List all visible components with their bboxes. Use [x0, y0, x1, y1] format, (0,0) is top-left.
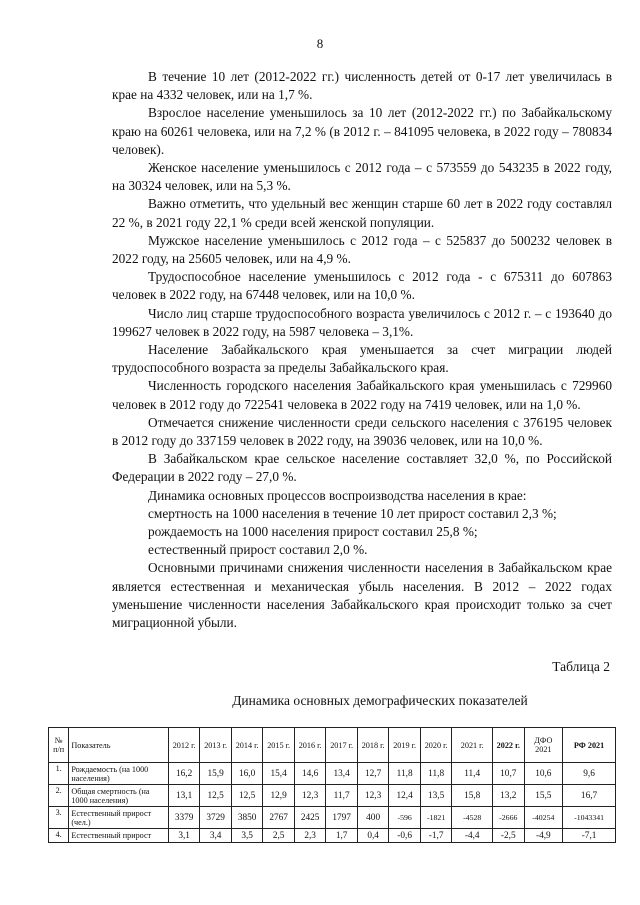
value-cell: 3729: [200, 807, 232, 829]
value-cell: 13,1: [168, 785, 200, 807]
table-title: Динамика основных демографических показателей: [232, 693, 528, 708]
table-label: Таблица 2: [552, 659, 610, 674]
value-cell: -2,5: [493, 829, 525, 843]
header-cell: 2014 г.: [231, 728, 263, 763]
value-cell: 2425: [294, 807, 326, 829]
value-cell: 12,5: [200, 785, 232, 807]
value-cell: 1797: [326, 807, 358, 829]
value-cell: -40254: [524, 807, 563, 829]
value-cell: 16,0: [231, 763, 263, 785]
value-cell: -1043341: [563, 807, 616, 829]
value-cell: 10,6: [524, 763, 563, 785]
body-text: [112, 68, 612, 632]
value-cell: 14,6: [294, 763, 326, 785]
paragraph: естественный прирост составил 2,0 %.: [148, 542, 368, 558]
table-row: [49, 829, 616, 843]
header-cell: 2017 г.: [326, 728, 358, 763]
paragraph: Женское население уменьшилось с 2012 года – с 573559 до 543235 в 2022 году, на 30324 человек, или на 5,3 %.: [112, 160, 612, 194]
value-cell: 12,7: [357, 763, 389, 785]
paragraph: В Забайкальском крае сельское население составляет 32,0 %, по Российской Федерации в 2022 году – 27,0 %.: [112, 451, 612, 485]
value-cell: 12,4: [389, 785, 421, 807]
paragraph: Динамика основных процессов воспроизводства населения в крае:: [148, 487, 527, 503]
value-cell: 11,4: [452, 763, 493, 785]
value-cell: -2666: [493, 807, 525, 829]
header-cell: Показатель: [69, 728, 169, 763]
value-cell: 11,8: [420, 763, 452, 785]
value-cell: 11,7: [326, 785, 358, 807]
header-cell: 2018 г.: [357, 728, 389, 763]
value-cell: -1821: [420, 807, 452, 829]
indicator-name: Естественный прирост: [69, 829, 169, 843]
paragraph: Отмечается снижение численности среди сельского населения с 376195 человек в 2012 году до 337159 человек в 2022 году, на 39036 человек, или на 10,0 %.: [112, 414, 612, 449]
paragraph: Взрослое население уменьшилось за 10 лет (2012-2022 гг.) по Забайкальскому краю на 60261 человека, или на 7,2 % (в 2012 г. – 841095 человека, в 2022 году – 780834 человек).: [112, 105, 612, 157]
header-cell: 2013 г.: [200, 728, 232, 763]
value-cell: 13,4: [326, 763, 358, 785]
value-cell: 3,1: [168, 829, 200, 843]
demographics-table: [48, 727, 616, 843]
value-cell: 16,2: [168, 763, 200, 785]
paragraph: Мужское население уменьшилось с 2012 года – с 525837 до 500232 человек в 2022 году, на 25605 человек, или на 4,9 %.: [112, 232, 612, 267]
value-cell: 15,8: [452, 785, 493, 807]
value-cell: -0,6: [389, 829, 421, 843]
value-cell: 15,5: [524, 785, 563, 807]
table-row: [49, 763, 616, 785]
value-cell: 11,8: [389, 763, 421, 785]
value-cell: 400: [357, 807, 389, 829]
value-cell: 3,4: [200, 829, 232, 843]
table-row: [49, 785, 616, 807]
value-cell: 3379: [168, 807, 200, 829]
value-cell: -4,4: [452, 829, 493, 843]
paragraph: Важно отметить, что удельный вес женщин старше 60 лет в 2022 году составлял 22 %, в 2021 году 22,1 % среди всей женской популяции.: [112, 196, 612, 230]
paragraph: Основными причинами снижения численности населения в Забайкальском крае является естественная и механическая убыль населения. В 2012 – 2022 годах уменьшение численности населения Забайкальского края происходит только за счет миграционной убыли.: [112, 560, 612, 631]
header-cell: 2016 г.: [294, 728, 326, 763]
table-row: [49, 807, 616, 829]
row-number: 3.: [49, 807, 69, 829]
row-number: 2.: [49, 785, 69, 807]
header-cell: ДФО 2021: [524, 728, 563, 763]
header-cell: 2020 г.: [420, 728, 452, 763]
paragraph: Население Забайкальского края уменьшается за счет миграции людей трудоспособного возраста за пределы Забайкальского края.: [112, 342, 612, 376]
value-cell: -596: [389, 807, 421, 829]
header-cell: № п/п: [49, 728, 69, 763]
header-cell: 2012 г.: [168, 728, 200, 763]
value-cell: 10,7: [493, 763, 525, 785]
indicator-name: Рождаемость (на 1000 населения): [69, 763, 169, 785]
value-cell: 16,7: [563, 785, 616, 807]
value-cell: 9,6: [563, 763, 616, 785]
header-cell: 2021 г.: [452, 728, 493, 763]
value-cell: -4,9: [524, 829, 563, 843]
header-cell: 2022 г.: [493, 728, 525, 763]
value-cell: 12,9: [263, 785, 295, 807]
value-cell: 2,3: [294, 829, 326, 843]
header-cell: РФ 2021: [563, 728, 616, 763]
value-cell: 2767: [263, 807, 295, 829]
value-cell: 2,5: [263, 829, 295, 843]
value-cell: 12,3: [294, 785, 326, 807]
table-header-row: [49, 728, 616, 763]
value-cell: -4528: [452, 807, 493, 829]
value-cell: 3,5: [231, 829, 263, 843]
paragraph: Трудоспособное население уменьшилось с 2012 года - с 675311 до 607863 человек в 2022 году, на 67448 человек, или на 10,0 %.: [112, 269, 612, 303]
paragraph: В течение 10 лет (2012-2022 гг.) численность детей от 0-17 лет увеличилась в крае на 4332 человек, или на 1,7 %.: [112, 69, 612, 103]
indicator-name: Общая смертность (на 1000 населения): [69, 785, 169, 807]
paragraph: Число лиц старше трудоспособного возраста увеличилось с 2012 г. – с 193640 до 199627 человек в 2022 году, на 5987 человека – 3,1%.: [112, 305, 612, 339]
value-cell: -1,7: [420, 829, 452, 843]
value-cell: 12,5: [231, 785, 263, 807]
value-cell: 13,5: [420, 785, 452, 807]
value-cell: 12,3: [357, 785, 389, 807]
paragraph: Численность городского населения Забайкальского края уменьшилась с 729960 человек в 2012 году до 722541 человека в 2022 году на 7419 человек, или на 1,0 %.: [112, 378, 612, 412]
header-cell: 2015 г.: [263, 728, 295, 763]
paragraph: рождаемость на 1000 населения прирост составил 25,8 %;: [148, 524, 478, 540]
row-number: 4.: [49, 829, 69, 843]
header-cell: 2019 г.: [389, 728, 421, 763]
row-number: 1.: [49, 763, 69, 785]
value-cell: 13,2: [493, 785, 525, 807]
value-cell: 15,4: [263, 763, 295, 785]
value-cell: 1,7: [326, 829, 358, 843]
page-number: 8: [316, 36, 324, 51]
indicator-name: Естественный прирост (чел.): [69, 807, 169, 829]
value-cell: 3850: [231, 807, 263, 829]
paragraph: смертность на 1000 населения в течение 10 лет прирост составил 2,3 %;: [148, 505, 557, 521]
value-cell: 15,9: [200, 763, 232, 785]
value-cell: 0,4: [357, 829, 389, 843]
value-cell: -7,1: [563, 829, 616, 843]
